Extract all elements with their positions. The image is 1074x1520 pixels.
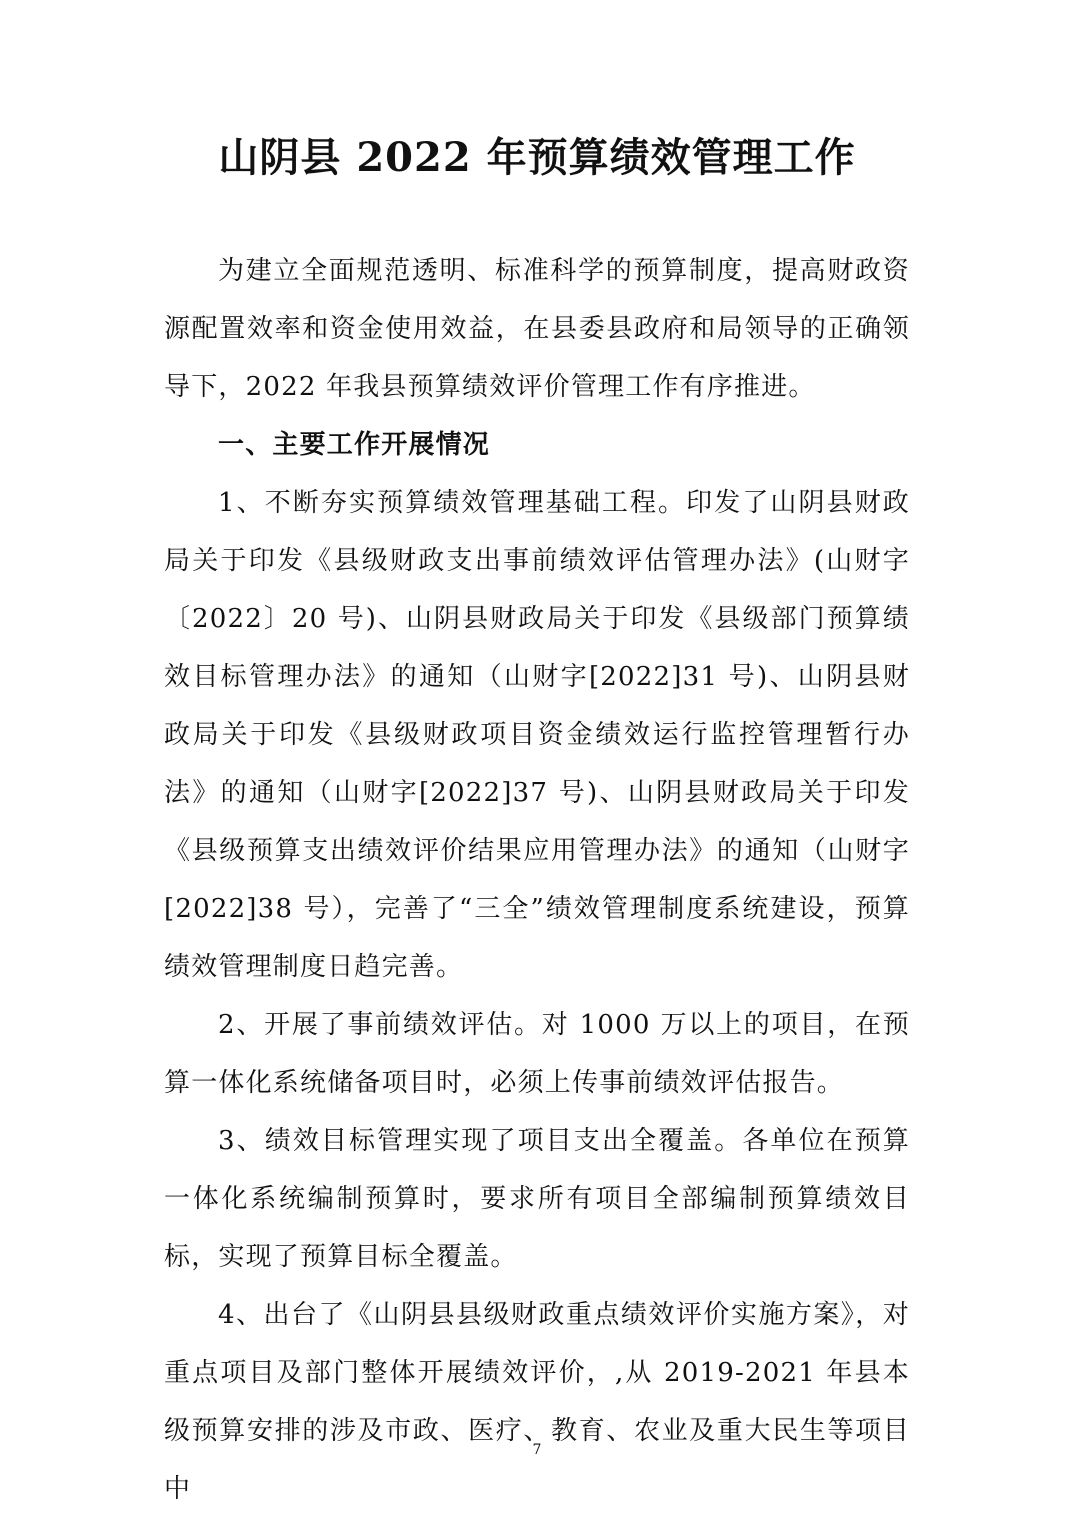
page-number: 7 [532, 1442, 542, 1458]
item-1-paragraph: 1、不断夯实预算绩效管理基础工程。印发了山阴县财政局关于印发《县级财政支出事前绩效评估管理办法》(山财字〔2022〕20 号)、山阴县财政局关于印发《县级部门预算绩效目标管理办法》的通知（山财字[2022]31 号)、山阴县财政局关于印发《县级财政项目资金绩效运行监控管理暂行办法》的通知（山财字[2022]37 号)、山阴县财政局关于印发《县级预算支出绩效评价结果应用管理办法》的通知（山财字[2022]38 号），完善了“三全”绩效管理制度系统建设，预算绩效管理制度日趋完善。 [164, 488, 910, 982]
document-title: 山阴县 2022 年预算绩效管理工作 [218, 134, 856, 181]
item-2-paragraph: 2、开展了事前绩效评估。对 1000 万以上的项目，在预算一体化系统储备项目时，必须上传事前绩效评估报告。 [164, 1010, 910, 1098]
document-body [164, 242, 910, 1518]
item-3-paragraph: 3、绩效目标管理实现了项目支出全覆盖。各单位在预算一体化系统编制预算时，要求所有项目全部编制预算绩效目标，实现了预算目标全覆盖。 [164, 1126, 910, 1272]
item-4-paragraph: 4、出台了《山阴县县级财政重点绩效评价实施方案》，对重点项目及部门整体开展绩效评价，,从 2019-2021 年县本级预算安排的涉及市政、医疗、教育、农业及重大民生等项目中 [164, 1300, 910, 1504]
section-heading: 一、主要工作开展情况 [218, 430, 491, 460]
intro-paragraph: 为建立全面规范透明、标准科学的预算制度，提高财政资源配置效率和资金使用效益，在县委县政府和局领导的正确领导下，2022 年我县预算绩效评价管理工作有序推进。 [164, 256, 910, 402]
